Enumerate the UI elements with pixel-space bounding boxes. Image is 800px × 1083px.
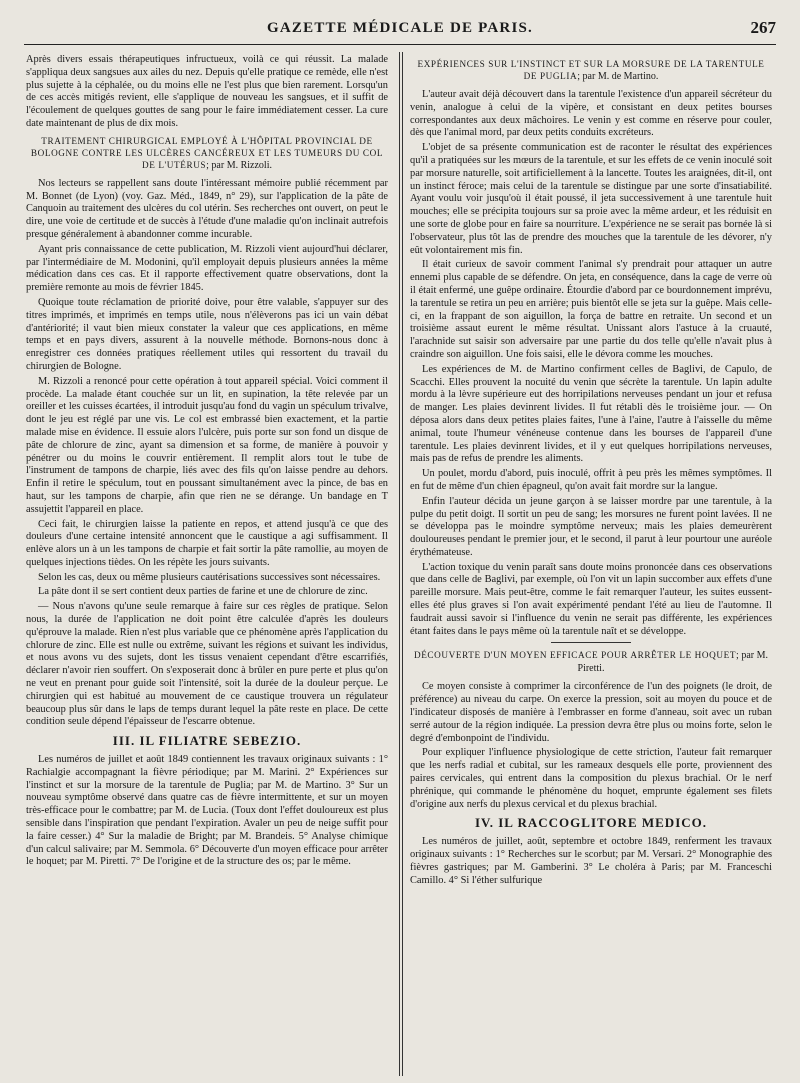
section-title-filiatre: III. IL FILIATRE SEBEZIO. bbox=[112, 733, 302, 749]
article-author: ; par M. de Martino. bbox=[577, 71, 659, 82]
left-column bbox=[26, 54, 388, 1074]
body-paragraph: M. Rizzoli a renoncé pour cette opération à tout appareil spécial. Voici comment il procède. La malade étant couchée sur un lit, en supination, la tête relevée par un oreiller et les cuisses écartées, il introduit jusqu'au fond du vagin un spéculum trivalve, dont le jeu est réglé par une vis. Le col est embrassé bien exactement, et la partie malade mise en évidence. Il essuie alors l'ulcère, puis porte sur son fond un disque de pâte de chlorure de zinc, ayant sa dimension et sa forme, de manière à pouvoir y pénétrer ou du moins le couvrir entièrement. Il remplit alors tout le tube de l'instrument de tampons de charpie, liés avec des fils qu'on laisse pendre au dehors. Enfin il retire le spéculum, tout en poussant simultanément avec la pince, de bas en haut, sur les tampons de charpie, afin que rien ne se dérange. Un bandage en T assujettit l'appareil en place. bbox=[26, 375, 388, 515]
body-paragraph: La pâte dont il se sert contient deux parties de farine et une de chlorure de zinc. bbox=[38, 586, 368, 598]
column-divider bbox=[402, 52, 403, 1076]
body-paragraph: Ayant pris connaissance de cette publication, M. Rizzoli vient aujourd'hui déclarer, par l'intermédiaire de M. Modonini, qu'il employait depuis plusieurs années la même médication dans ces cas. Et il rapporte effectivement quatre observations, dont la première remonte au mois de février 1845. bbox=[26, 243, 388, 294]
section-title-raccoglitore: IV. IL RACCOGLITORE MEDICO. bbox=[474, 815, 708, 831]
page-number: 267 bbox=[750, 18, 776, 37]
body-paragraph: Selon les cas, deux ou même plusieurs cautérisations successives sont nécessaires. bbox=[38, 571, 381, 583]
body-paragraph: L'action toxique du venin paraît sans doute moins prononcée dans ces observations que dans celle de Baglivi, par exemple, où l'on vit un lapin succomber aux effets d'une pareille morsure. Mais peut-être, comme le fait remarquer l'auteur, les suites eussent-elles été plus graves si l'on avait expérimenté pendant l'été au lieu de l'automne. Il faudrait aussi savoir si l'influence du venin ne serait pas différente, les expériences étant faites dans le pays même où la tarentule naît et se développe. bbox=[410, 561, 772, 637]
page-header bbox=[24, 20, 776, 42]
intro-paragraph: Après divers essais thérapeutiques infructueux, voilà ce qui réussit. La malade s'appliqua deux sangsues aux ailes du nez. Depuis qu'elle pratique ce remède, elle n'est plus sujette à la céphalée, ou du moins elle ne l'est plus que bien rarement. Lorsqu'un de ces accès mitigés revient, elle s'applique de nouveau les sangsues, et il suffit de l'écoulement de quelques gouttes de sang pour le faire immédiatement cesser. La cure date maintenant de plus de dix mois. bbox=[26, 54, 388, 129]
article-author: ; par M. Rizzoli. bbox=[206, 159, 272, 171]
body-paragraph: Un poulet, mordu d'abord, puis inoculé, offrit à peu près les mêmes symptômes. Il en fut de même d'un chien épagneul, qu'on avait fait mordre sur la langue. bbox=[410, 468, 772, 492]
right-column bbox=[410, 54, 772, 1074]
article-title-hoquet bbox=[410, 649, 772, 675]
body-paragraph: Ceci fait, le chirurgien laisse la patiente en repos, et attend jusqu'à ce que des douleurs d'une certaine intensité annoncent que le caustique a agi suffisamment. Il enlève alors un à un les tampons de charpie et fait sortir la pâte ramollie, au moyen de quelques injections tièdes. On les répète les jours suivants. bbox=[26, 518, 388, 568]
body-paragraph: Il était curieux de savoir comment l'animal s'y prendrait pour attaquer un autre ennemi plus capable de se défendre. On jeta, en conséquence, dans la cage de verre où il était enfermé, une guêpe ordinaire. Étourdie d'abord par ce bourdonnement imprévu, la tarentule se retira un peu en arrière; puis bientôt elle se jeta sur la guêpe. Mais celle-ci, en la frappant de son aiguillon, la força de battre en retraite. Un second et un troisième assaut eurent le même résultat. Unissant alors l'astuce à la cruauté, l'arachnide sut saisir son adversaire par une partie du dos telle qu'elle n'avait plus à craindre son aiguillon. Une fois saisi, elle le dévora comme les mouches. bbox=[410, 259, 772, 360]
article-author: ; par M. Piretti. bbox=[577, 650, 768, 675]
article-title-text: TRAITEMENT CHIRURGICAL EMPLOYÉ À L'HÔPITAL PROVINCIAL DE BOLOGNE CONTRE LES ULCÈRES CANCÉREUX ET LES TUMEURS DU COL DE L'UTÉRUS bbox=[30, 135, 384, 170]
header-rule bbox=[24, 44, 776, 45]
column-divider bbox=[399, 52, 400, 1076]
body-paragraph: — Nous n'avons qu'une seule remarque à faire sur ces règles de pratique. Selon nous, la durée de l'application ne doit point être calculée d'après les douleurs qu'éprouve la malade. Rien n'est plus variable que ce phénomène après l'application du chlorure de zinc. Elle est nulle ou extrême, suivant les régions et suivant les individus, et nous avons vu des sujets, dont les tissus venaient cependant d'être escarrifiés, déclarer n'avoir rien souffert. On s'exposerait donc à brûler en pure perte et plus qu'on ne veut en prenant pour guide soit l'intensité, soit la durée de la douleur perçue. Le chirurgien qui est habitué au mouvement de ce caustique trouvera un régulateur beaucoup plus sûr dans le laps de temps durant lequel la pâte reste en place. De cette condition seule dépend l'épaisseur de l'escarre obtenue. bbox=[26, 601, 388, 728]
body-paragraph: Pour expliquer l'influence physiologique de cette striction, l'auteur fait remarquer que les nerfs radial et cubital, sur les rameaux desquels elle porte, proviennent des paires cervicales, qui entrent dans la composition du plexus brachial. Or le nerf phrénique, qui commande le phénomène du hoquet, emprunte également ses filets d'origine aux nerfs du plexus cervical et du plexus brachial. bbox=[410, 747, 772, 810]
body-paragraph: L'auteur avait déjà découvert dans la tarentule l'existence d'un appareil sécréteur du venin, analogue à celui de la vipère, et consistant en deux petites bourses correspondantes aux deux mâchoires. Le venin y est comme en réserve pour couler, dès que l'animal mord, par deux petits conduits excréteurs. bbox=[410, 89, 772, 139]
body-paragraph: L'objet de sa présente communication est de raconter le résultat des expériences qu'il a pratiquées sur les mœurs de la tarentule, et sur les effets de ce venin inoculé soit par morsure naturelle, soit artificiellement à la lancette. Toutes les araignées, dit-il, ont un instinct féroce; mais celui de la tarentule se distingue par une sorte d'insatiabilité. Ayant voulu voir jusqu'où il était poussé, il jeta successivement à une tarentule huit mouches; elle se précipita toujours sur sa proie avec la même ardeur, et les réduisit en une sorte de globe pour en faire sa nourriture. L'expérience ne se serait pas bornée là si l'observateur, plus tôt las de prendre des mouches que la tarentule de les dévorer, n'y eût volontairement mis fin. bbox=[410, 142, 772, 256]
article-title-rizzoli bbox=[26, 135, 388, 172]
body-paragraph: Nos lecteurs se rappellent sans doute l'intéressant mémoire publié récemment par M. Bonnet (de Lyon) (voy. Gaz. Méd., 1849, n° 29), sur l'application de la pâte de Canquoin au traitement des ulcères du col utérin. Ses recherches ont ouvert, on peut le dire, une voie de certitude et de succès à l'étude d'une maladie qu'on inclinait autrefois presque généralement à abandonner comme incurable. bbox=[26, 177, 388, 240]
body-paragraph: Les numéros de juillet, août, septembre et octobre 1849, renferment les travaux originaux suivants : 1° Recherches sur le scorbut; par M. Versari. 2° Monographie des fièvres gastriques; par M. Gamberini. 3° Le choléra à Paris; par M. Franceschi Camillo. 4° Si l'éther sulfurique bbox=[410, 836, 772, 886]
article-title-text: DÉCOUVERTE D'UN MOYEN EFFICACE POUR ARRÊTER LE HOQUET bbox=[413, 650, 737, 661]
article-title-tarentule bbox=[410, 58, 772, 83]
body-paragraph: Ce moyen consiste à comprimer la circonférence de l'un des poignets (le droit, de préférence) au niveau du carpe. On exerce la pression, soit au moyen du pouce et de l'indicateur disposés de manière à l'embrasser en forme d'anneau, soit avec un ruban serré autour de la région indiquée. La pression devra être plus ou moins forte, selon le degré d'embonpoint de l'individu. bbox=[410, 681, 772, 744]
body-paragraph: Quoique toute réclamation de priorité doive, pour être valable, s'appuyer sur des titres imprimés, et imprimés en temps utile, nous n'élèverons pas ici un vain débat d'antériorité; il vaut bien mieux constater la valeur que ces applications, en même temps et en pays divers, assurent à la nouvelle méthode. Bornons-nous donc à enregistrer ces données pratiques réellement utiles qui ressortent du travail du chirurgien de Bologne. bbox=[26, 296, 388, 372]
body-paragraph: Les expériences de M. de Martino confirment celles de Baglivi, de Capulo, de Scacchi. Elles prouvent la nocuité du venin que sécrète la tarentule. Un lapin adulte mordu à la lèvre supérieure eut des horripilations nerveuses pendant un jour et refusa de manger. Les plaies devinrent livides. Il fut rétabli dès le troisième jour. — On déposa alors dans deux petites plaies faites, l'une à l'aine, l'autre à l'aisselle du même animal, toute l'humeur vénéneuse contenue dans les bourses de l'appareil d'une tarentule. Les plaies devinrent livides, et il y eut quelques horripilations nerveuses, mais pas de refus de prendre les aliments. bbox=[410, 363, 772, 465]
body-paragraph: Enfin l'auteur décida un jeune garçon à se laisser mordre par une tarentule, à la pulpe du petit doigt. Il sortit un peu de sang; les morsures ne furent point lavées. Il ne se développa pas le moindre symptôme nerveux; mais les plaies demeurèrent douloureuses pendant le premier jour, et le second, il parut à leur pourtour une auréole érythémateuse. bbox=[410, 495, 772, 558]
body-paragraph: Les numéros de juillet et août 1849 contiennent les travaux originaux suivants : 1° Rachialgie accompagnant la fièvre périodique; par M. Marini. 2° Expériences sur l'instinct et sur la morsure de la tarentule de Puglia; par M. de Martino. 3° Sur un nouveau symptôme observé dans quatre cas de fièvre intermittente, et sur un moyen très-efficace pour le combattre; par M. de Lucia. (Toux dont l'effet douloureux est plus sensible dans l'inspiration que pendant l'expiration. Avaler un peu de neige suffit pour la faire cesser.) 4° Sur la maladie de Bright; par M. Brandeis. 5° Analyse chimique d'un calcul salivaire; par M. Semmola. 6° Découverte d'un moyen efficace pour arrêter le hoquet; par M. Piretti. 7° De l'origine et de la structure des os; par le même. bbox=[26, 754, 388, 868]
journal-title: GAZETTE MÉDICALE DE PARIS. bbox=[267, 20, 533, 36]
article-separator bbox=[551, 642, 631, 643]
article-title-text: EXPÉRIENCES SUR L'INSTINCT ET SUR LA MORSURE DE LA TARENTULE DE PUGLIA bbox=[417, 59, 765, 81]
